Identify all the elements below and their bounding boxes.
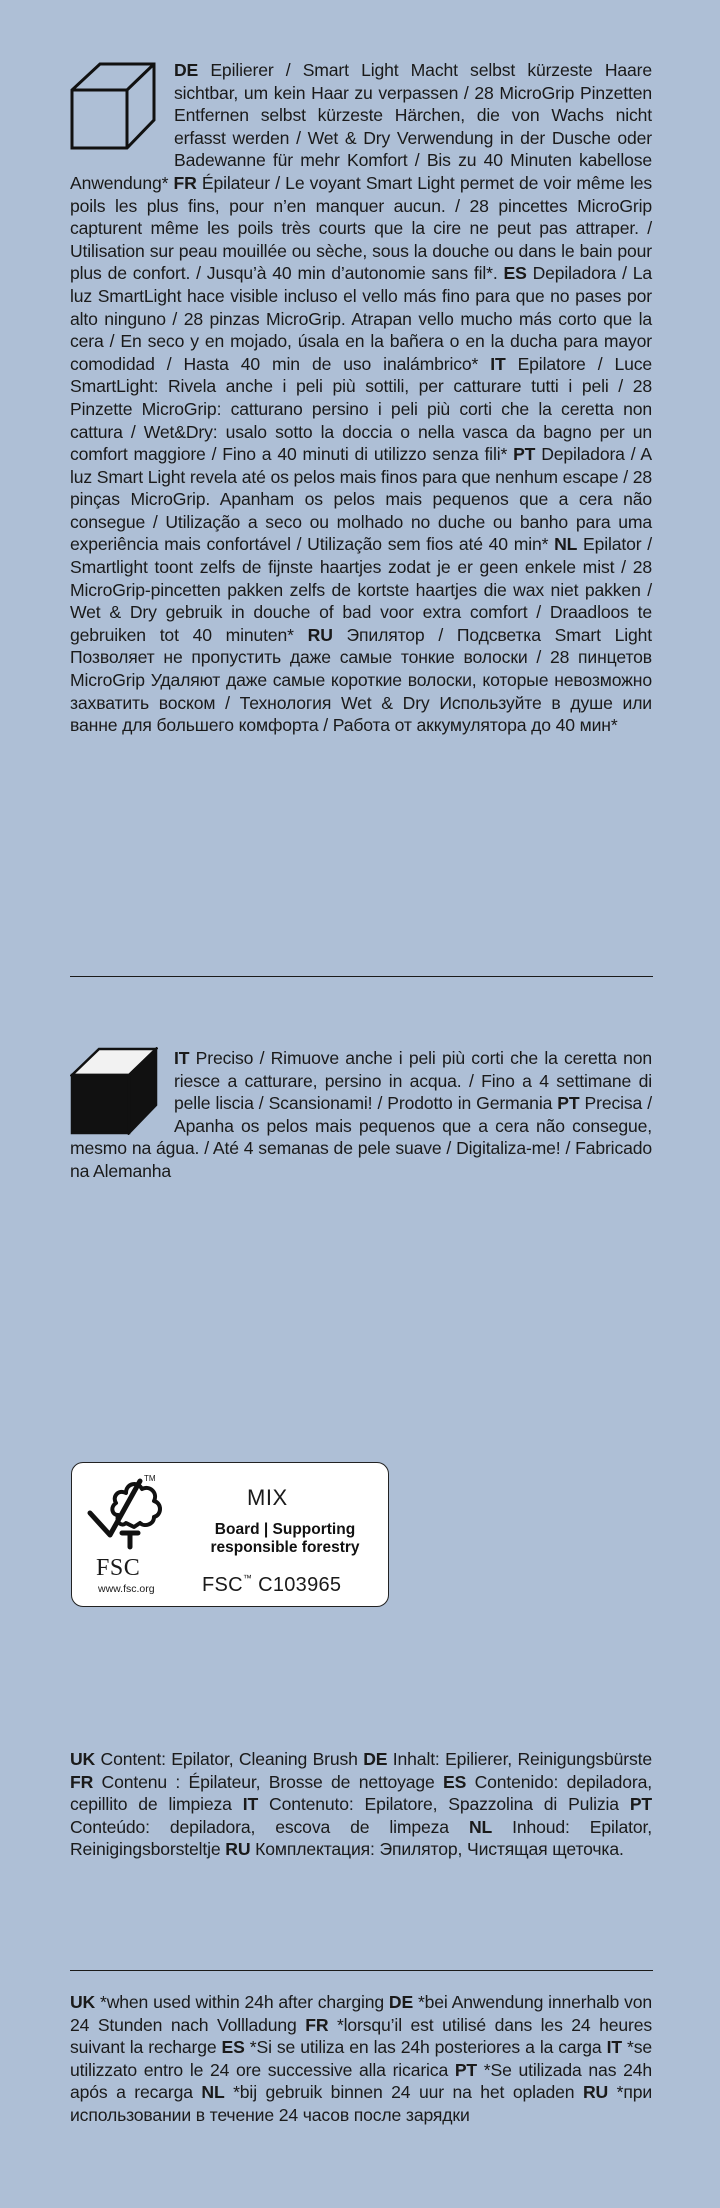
text-segment: Precisa / Apanha os pelos mais pequenos que a cera não consegue, mesmo na água. / Até 4 semanas de pele suave / Digitaliza-me! / Fabricado na Alemanha xyxy=(70,1093,652,1181)
lang-code: RU xyxy=(582,2082,609,2103)
contents-text xyxy=(70,1748,652,1861)
lang-code: RU xyxy=(307,624,333,645)
footnote-text xyxy=(70,1991,652,2127)
fsc-board-line: responsible forestry xyxy=(210,1539,360,1556)
product-description-text xyxy=(70,59,652,737)
text-segment: Epilatore / Luce SmartLight: Rivela anche i peli più sottili, per catturare tutti i peli / 28 Pinzette MicroGrip: catturano persino i peli più corti che la ceretta non cattura / Wet&Dry: usalo sotto la doccia o nella vasca da bagno per un comfort maggiore / Fino a 40 minuti di utilizzo senza fili* xyxy=(70,353,653,465)
text-segment: *Si se utiliza en las 24h posteriores a la carga xyxy=(244,2037,607,2058)
lang-code: PT xyxy=(557,1093,580,1114)
icon-spacer xyxy=(70,59,174,171)
lang-code: IT xyxy=(242,1794,259,1815)
features-text xyxy=(70,1047,652,1183)
fsc-code-tm: ™ xyxy=(242,1573,253,1583)
text-segment: *se utilizzato entro le 24 ore successive alla ricarica xyxy=(70,2037,653,2080)
text-segment: Contenuto: Epilatore, Spazzolina di Pulizia xyxy=(258,1794,630,1815)
fsc-code-prefix: FSC xyxy=(202,1574,243,1596)
lang-code: IT xyxy=(606,2037,622,2058)
icon-spacer xyxy=(70,1047,174,1135)
fsc-logo-text: FSC xyxy=(96,1555,141,1581)
fsc-tm-mark: TM xyxy=(144,1474,156,1483)
fsc-code-number: C103965 xyxy=(252,1574,342,1596)
lang-code: IT xyxy=(174,1048,190,1068)
text-segment: *при использовании в течение 24 часов после зарядки xyxy=(70,2082,653,2125)
lang-code: UK xyxy=(70,1749,96,1769)
lang-code: PT xyxy=(454,2059,478,2080)
fsc-url: www.fsc.org xyxy=(98,1583,155,1595)
lang-code: FR xyxy=(173,172,197,193)
text-segment: Комплектация: Эпилятор, Чистящая щеточка. xyxy=(250,1839,624,1860)
text-segment: *when used within 24h after charging xyxy=(95,1992,389,2012)
text-segment: Depiladora / La luz SmartLight hace visible incluso el vello más fino para que no pases por alto ninguno / 28 pinzas MicroGrip. Atrapan vello mucho más corto que la cera / En seco y en mojado, úsala en la bañera o en la ducha para mayor comodidad / Hasta 40 min de uso inalámbrico* xyxy=(70,263,652,374)
text-segment: Depiladora / A luz Smart Light revela até os pelos mais finos para que nenhum escape / 28 pinças MicroGrip. Apanham os pelos mais pequenos que a cera não consegue / Utilização a seco ou molhado no duche ou banho para uma experiência mais confortável / Utilização sem fios até 40 min* xyxy=(70,444,652,555)
lang-code: NL xyxy=(468,1816,493,1837)
fsc-tree-check-icon xyxy=(82,1469,178,1555)
lang-code: ES xyxy=(221,2037,245,2058)
lang-code: ES xyxy=(443,1771,467,1792)
text-segment: *bij gebruik binnen 24 uur na het opladen xyxy=(224,2082,583,2103)
text-segment: Contenido: depiladora, cepillito de limpieza xyxy=(70,1771,652,1815)
fsc-label xyxy=(71,1462,389,1607)
lang-code: RU xyxy=(225,1839,251,1860)
fsc-mix: MIX xyxy=(247,1485,288,1510)
lang-code: FR xyxy=(70,1771,94,1792)
lang-code: NL xyxy=(554,534,578,555)
text-segment: Epilierer / Smart Light Macht selbst kürzeste Haare sichtbar, um kein Haar zu verpassen / 28 MicroGrip Pinzetten Entfernen selbst kürzeste Härchen, die von Wachs nicht erfasst werden / Wet & Dry Verwendung in der Dusche oder Badewanne für mehr Komfort / Bis zu 40 Minuten kabellose Anwendung* xyxy=(70,60,652,193)
lang-code: PT xyxy=(513,444,536,465)
text-segment: Preciso / Rimuove anche i peli più corti che la ceretta non riesce a catturare, persino in acqua. / Fino a 4 settimane di pelle liscia / Scansionami! / Prodotto in Germania xyxy=(174,1048,652,1114)
lang-code: PT xyxy=(629,1794,652,1815)
lang-code: DE xyxy=(363,1749,388,1769)
lang-code: FR xyxy=(305,2014,329,2035)
lang-code: NL xyxy=(201,2082,225,2103)
text-segment: Эпилятор / Подсветка Smart Light Позволяет не пропустить даже самые тонкие волоски / 28 пинцетов MicroGrip Удаляют даже самые короткие волоски, которые невозможно захватить воском / Технология Wet & Dry Используйте в душе или ванне для большего комфорта / Работа от аккумулятора до 40 мин* xyxy=(70,624,652,736)
lang-code: ES xyxy=(503,263,527,284)
text-segment: Inhoud: Epilator, Reinigingsborsteltje xyxy=(70,1816,652,1860)
text-segment: Épilateur / Le voyant Smart Light permet de voir même les poils les plus fins, pour n’en manquer aucun. / 28 pincettes MicroGrip capturent même les poils très courts que la cire ne peut pas attraper. / Utilisation sur peau mouillée ou sèche, sous la douche ou dans le bain pour plus de confort. / Jusqu’à 40 min d’autonomie sans fil*. xyxy=(70,172,652,284)
fsc-board-text xyxy=(200,1521,370,1557)
text-segment: Inhalt: Epilierer, Reinigungsbürste xyxy=(387,1749,652,1769)
text-segment: *bei Anwendung innerhalb von 24 Stunden nach Vollladung xyxy=(70,1992,652,2035)
text-segment: Epilator / Smartlight toont zelfs de fijnste haartjes zodat je er geen enkele mist / 28 MicroGrip-pincetten pakken zelfs de kortste haartjes die wax niet pakken / Wet & Dry gebruik in douche of bad voor extra comfort / Draadloos te gebruiken tot 40 minuten* xyxy=(70,534,652,645)
text-segment: *Se utilizada nas 24h após a recarga xyxy=(70,2059,652,2103)
divider xyxy=(70,976,653,977)
lang-code: UK xyxy=(70,1992,96,2012)
fsc-license-code xyxy=(202,1573,341,1597)
text-segment: Content: Epilator, Cleaning Brush xyxy=(95,1749,364,1769)
lang-code: DE xyxy=(174,60,199,80)
fsc-board-line: Board | Supporting xyxy=(214,1521,356,1538)
text-segment: Conteúdo: depiladora, escova de limpeza xyxy=(70,1816,469,1837)
lang-code: IT xyxy=(490,353,506,374)
divider xyxy=(70,1970,653,1971)
lang-code: DE xyxy=(388,1992,414,2012)
text-segment: *lorsqu’il est utilisé dans les 24 heures suivant la recharge xyxy=(70,2014,652,2058)
text-segment: Contenu : Épilateur, Brosse de nettoyage xyxy=(93,1771,444,1792)
